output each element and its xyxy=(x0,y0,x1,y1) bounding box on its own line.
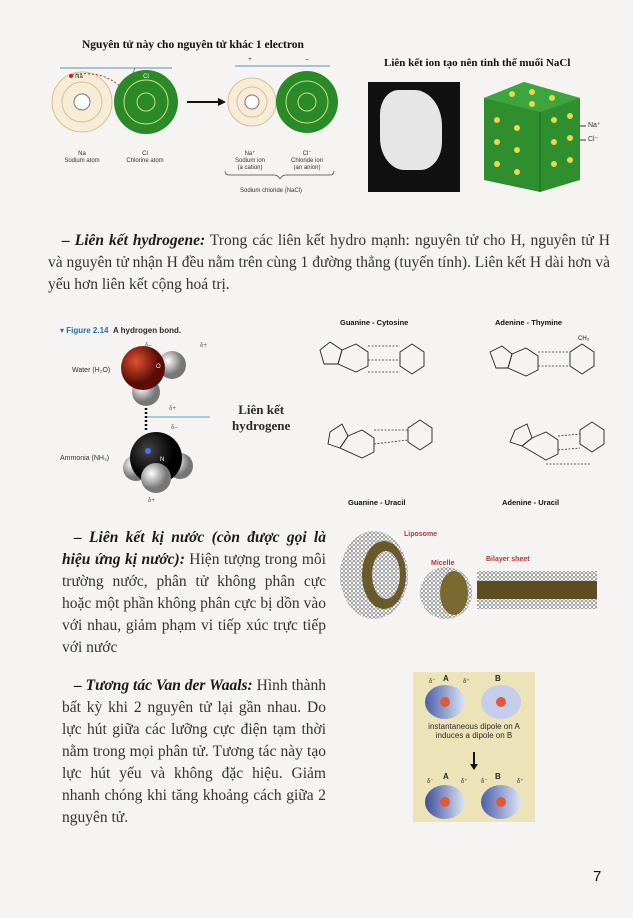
chloride-ion xyxy=(276,71,338,133)
delta-minus-b-bottom: δ⁻ xyxy=(481,779,488,785)
pair-label-au: Adenine - Uracil xyxy=(502,498,560,507)
atom-n: N xyxy=(160,457,165,463)
hydrogen-bond-annotation: Liên kết hydrogene xyxy=(232,402,291,433)
hydrophobic-heading: – Liên kết kị nước (còn được gọi là hiệu ứng kị nước): xyxy=(62,529,326,568)
vdw-caption: instantaneous dipole on A induces a dipole on B xyxy=(428,722,520,740)
delta-plus-a-bottom: δ⁺ xyxy=(461,779,468,785)
minus-sign: – xyxy=(305,57,309,63)
delta-minus-o: δ– xyxy=(145,343,152,349)
water-label: Water (H₂O) xyxy=(72,367,111,374)
atom-a-label-bottom: A xyxy=(443,772,449,781)
cl-label: Cl Chlorine atom xyxy=(126,151,164,164)
delta-plus-h1: δ+ xyxy=(200,343,207,349)
methyl-label: CH₃ xyxy=(578,336,590,342)
atom-b-bottom xyxy=(481,785,521,819)
pair-label-at: Adenine - Thymine xyxy=(495,318,563,327)
base-pair-structures xyxy=(290,312,620,512)
liposome-icon xyxy=(340,531,408,619)
arrow-head-icon xyxy=(470,764,478,770)
hydrogen-bond-text: Trong các liên kết hydro mạnh: nguyên tử cho H, nguyên tử H và nguyên tử nhận H đều nằm trên cùng 1 đường thẳng (tuyến tính). Liên kết H dài hơn và yếu hơn liên kết cộng hoá trị. xyxy=(48,232,610,293)
delta-minus-a-bottom: δ⁻ xyxy=(427,779,434,785)
delta-minus-a-top: δ⁻ xyxy=(429,679,436,685)
plus-sign: + xyxy=(248,57,252,63)
atom-b-top xyxy=(481,685,521,719)
page-number: 7 xyxy=(593,868,602,885)
crystal-figure-caption: Liên kết ion tạo nên tinh thể muối NaCl xyxy=(384,57,571,69)
van-der-waals-paragraph xyxy=(62,675,326,829)
cl-ion-label: Cl⁻ Chloride ion (an anion) xyxy=(290,151,324,171)
delta-plus-h2: δ+ xyxy=(169,406,176,412)
na-ion-label: Na⁺ Sodium ion (a cation) xyxy=(234,151,266,171)
van-der-waals-text: Hình thành bất kỳ khi 2 nguyên tử lại gần nhau. Do lực hút giữa các lưỡng cực điện tạm thời nằm trong mọi phân tử. Tương tác này tạo lực hút yếu và không đặc hiệu. Giảm nhanh chóng khi tăng khoảng cách giữa 2 nguyên tử. xyxy=(62,677,327,826)
sodium-ion xyxy=(228,78,276,126)
van-der-waals-heading: – Tương tác Van der Waals: xyxy=(74,677,253,694)
hydrogen-bond-heading: – Liên kết hydrogene: xyxy=(62,232,206,249)
hydrogen-bond-paragraph xyxy=(48,230,610,296)
delta-plus-a-top: δ⁺ xyxy=(463,679,470,685)
atom-a-bottom xyxy=(425,785,465,819)
atom-a-label-top: A xyxy=(443,674,449,683)
pair-label-gu: Guanine - Uracil xyxy=(348,498,406,507)
ionic-bond-diagram xyxy=(40,58,350,198)
figure-title: ▾ Figure 2.14 A hydrogen bond. xyxy=(60,326,182,335)
na-label: Na Sodium atom xyxy=(64,151,100,164)
nacl-lattice-cube xyxy=(462,80,602,195)
base-pairs-figure xyxy=(290,312,620,512)
bilayer-sheet-icon xyxy=(477,571,597,609)
delta-plus-b-bottom: δ⁺ xyxy=(517,779,524,785)
atom-a-top xyxy=(425,685,465,719)
ionic-figure-caption: Nguyên tử này cho nguyên tử khác 1 electron xyxy=(82,39,304,51)
atom-o: O xyxy=(156,364,161,370)
atom-b-label-bottom: B xyxy=(495,772,501,781)
hydrogen-bond-molecules xyxy=(120,338,240,513)
cl-ion-legend: Cl⁻ xyxy=(588,136,599,143)
micelle-icon xyxy=(420,567,472,619)
pair-label-gc: Guanine - Cytosine xyxy=(340,318,409,327)
hydrophobic-text: Hiện tượng trong môi trường nước, phân tử không phân cực hoặc một phần không phân cực bị dồn vào với nhau, giảm phạm vi tiếp xúc trực tiếp với nước xyxy=(62,551,326,656)
sodium-atom xyxy=(52,72,112,132)
na-symbol: Na xyxy=(75,74,83,80)
liposome-label: Liposome xyxy=(404,531,438,538)
micelle-label: Micelle xyxy=(431,560,455,567)
delta-minus-n: δ– xyxy=(171,425,178,431)
lipid-structures-figure xyxy=(340,525,620,620)
atom-b-label-top: B xyxy=(495,674,501,683)
van-der-waals-figure xyxy=(413,672,535,822)
cl-symbol: Cl xyxy=(143,74,149,80)
salt-crystal-photo xyxy=(368,82,460,192)
ammonia-label: Ammonia (NH₃) xyxy=(60,455,110,462)
hydrophobic-paragraph xyxy=(62,527,326,659)
compound-label: Sodium chloride (NaCl) xyxy=(240,188,303,194)
delta-plus-h3: δ+ xyxy=(148,498,155,504)
na-ion-legend: Na⁺ xyxy=(588,122,601,129)
bilayer-label: Bilayer sheet xyxy=(486,556,530,563)
